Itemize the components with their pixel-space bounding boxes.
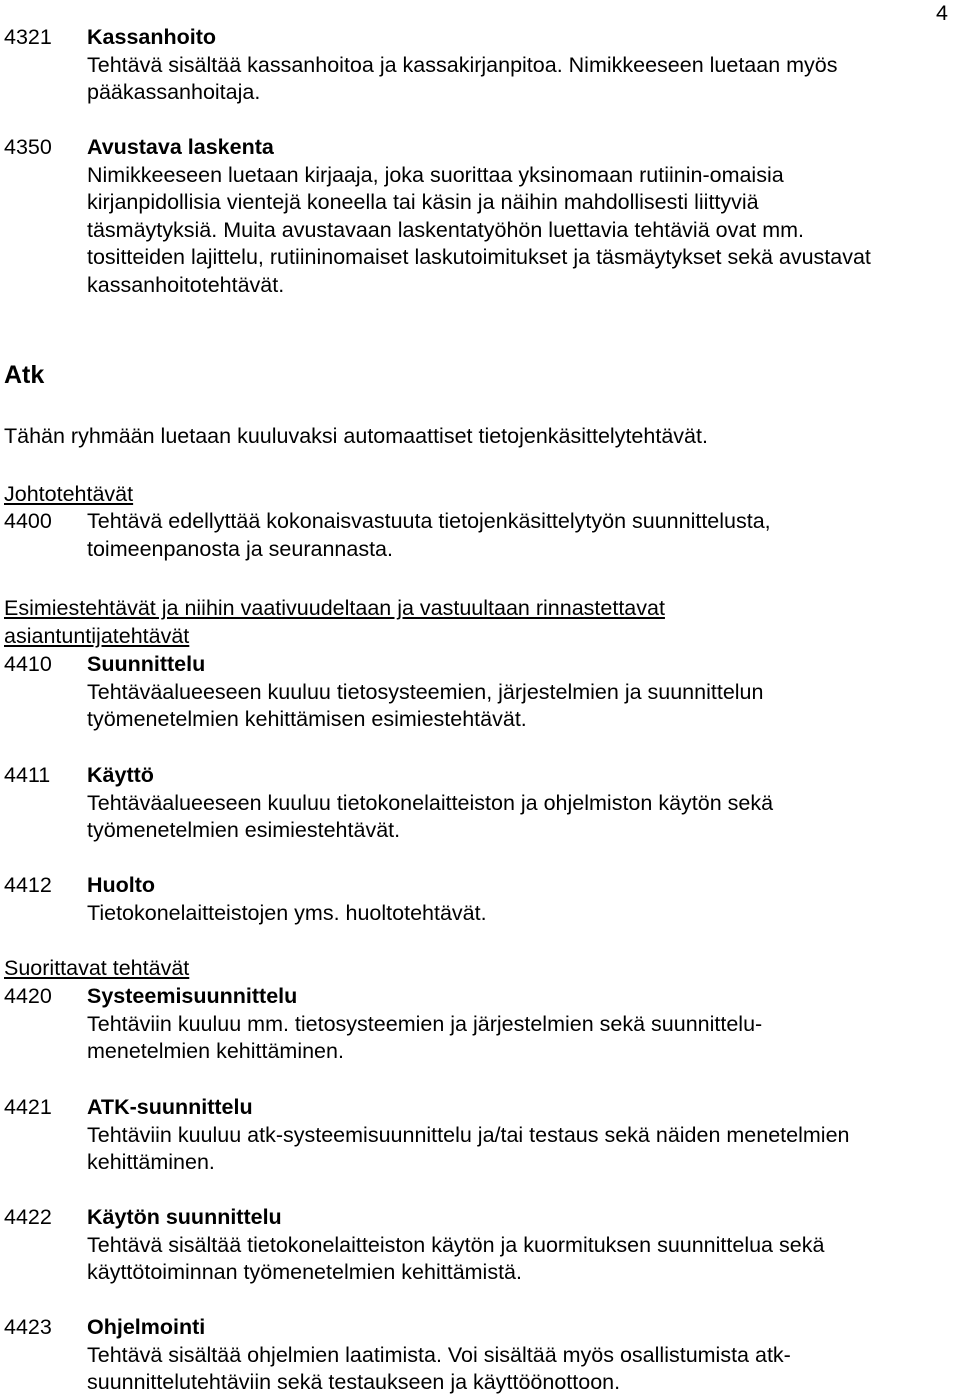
entry-line: Tietokonelaitteistojen yms. huoltotehtävät.	[87, 900, 487, 925]
entry-content	[87, 24, 956, 107]
entry-line: toimeenpanosta ja seurannasta.	[87, 536, 393, 561]
entry-code: 4423	[4, 1315, 52, 1339]
entry-4420	[4, 983, 956, 1066]
entry-4421	[4, 1094, 956, 1177]
heading-suorittavat-tehtavat: Suorittavat tehtävät	[4, 956, 190, 980]
entry-line: Tehtäviin kuuluu atk-systeemisuunnittelu ja/tai testaus sekä näiden menetelmien	[87, 1122, 850, 1147]
entry-title: ATK-suunnittelu	[87, 1095, 253, 1119]
entry-line: työmenetelmien kehittämisen esimiestehtävät.	[87, 707, 527, 732]
entry-content	[87, 872, 956, 927]
heading-line: Esimiestehtävät ja niihin vaativuudeltaan ja vastuultaan rinnastettavat	[4, 596, 665, 620]
entry-code: 4350	[4, 135, 52, 159]
page-number: 4	[936, 1, 948, 25]
entry-line: Tehtäväalueeseen kuuluu tietokonelaitteiston ja ohjelmiston käytön sekä	[87, 790, 774, 815]
entry-content	[87, 651, 956, 734]
entry-4422	[4, 1204, 956, 1287]
entry-line: Tehtäväalueeseen kuuluu tietosysteemien, järjestelmien ja suunnittelun	[87, 679, 764, 704]
atk-intro: Tähän ryhmään luetaan kuuluvaksi automaattiset tietojenkäsittelytehtävät.	[4, 424, 708, 448]
entry-content	[87, 1094, 956, 1177]
entry-title: Systeemisuunnittelu	[87, 984, 298, 1008]
entry-line: kassanhoitotehtävät.	[87, 272, 285, 297]
entry-line: kirjanpidollisia vientejä koneella tai käsin ja näihin mahdollisesti liittyviä	[87, 190, 759, 215]
entry-4410	[4, 651, 956, 734]
entry-line: pääkassanhoitaja.	[87, 80, 261, 105]
entry-4400	[4, 508, 956, 563]
entry-4321	[4, 24, 956, 107]
entry-code: 4321	[4, 25, 52, 49]
entry-line: Nimikkeeseen luetaan kirjaaja, joka suorittaa yksinomaan rutiinin-omaisia	[87, 162, 784, 187]
entry-title: Kassanhoito	[87, 25, 217, 49]
entry-4412	[4, 872, 956, 927]
entry-title: Suunnittelu	[87, 652, 206, 676]
entry-line: Tehtäviin kuuluu mm. tietosysteemien ja järjestelmien sekä suunnittelu-	[87, 1011, 763, 1036]
entry-content	[87, 762, 956, 845]
entry-content	[87, 1314, 956, 1397]
entry-line: Tehtävä sisältää ohjelmien laatimista. Voi sisältää myös osallistumista atk-	[87, 1342, 791, 1367]
entry-4350	[4, 134, 956, 300]
entry-line: käyttötoiminnan työmenetelmien kehittämistä.	[87, 1260, 522, 1285]
entry-4423	[4, 1314, 956, 1397]
entry-line: täsmäytyksiä. Muita avustavaan laskentatyöhön luettavia tehtäviä ovat mm.	[87, 217, 805, 242]
entry-code: 4400	[4, 509, 52, 533]
heading-line: asiantuntijatehtävät	[4, 623, 190, 648]
entry-content	[87, 983, 956, 1066]
entry-title: Huolto	[87, 873, 156, 897]
entry-line: kehittäminen.	[87, 1150, 215, 1175]
entry-code: 4410	[4, 652, 52, 676]
entry-content	[87, 1204, 956, 1287]
heading-esimiestehtavat	[4, 595, 956, 650]
entry-title: Ohjelmointi	[87, 1315, 206, 1339]
entry-line: Tehtävä sisältää kassanhoitoa ja kassakirjanpitoa. Nimikkeeseen luetaan myös	[87, 52, 838, 77]
entry-title: Käytön suunnittelu	[87, 1205, 282, 1229]
entry-code: 4411	[4, 763, 51, 787]
section-title-atk: Atk	[4, 361, 45, 389]
entry-line: Tehtävä sisältää tietokonelaitteiston käytön ja kuormituksen suunnittelua sekä	[87, 1232, 825, 1257]
entry-code: 4420	[4, 984, 52, 1008]
entry-content	[87, 508, 956, 563]
entry-line: suunnittelutehtäviin sekä testaukseen ja käyttöönottoon.	[87, 1370, 621, 1395]
entry-4411	[4, 762, 956, 845]
entry-line: Tehtävä edellyttää kokonaisvastuuta tietojenkäsittelytyön suunnittelusta,	[87, 509, 771, 533]
entry-content	[87, 134, 956, 300]
entry-code: 4412	[4, 873, 52, 897]
entry-line: työmenetelmien esimiestehtävät.	[87, 818, 401, 843]
entry-title: Avustava laskenta	[87, 135, 274, 159]
entry-title: Käyttö	[87, 763, 154, 787]
entry-line: tositteiden lajittelu, rutiininomaiset laskutoimitukset ja täsmäytykset sekä avustavat	[87, 245, 871, 270]
heading-johtotehtavat: Johtotehtävät	[4, 482, 134, 506]
entry-code: 4422	[4, 1205, 52, 1229]
entry-code: 4421	[4, 1095, 52, 1119]
entry-line: menetelmien kehittäminen.	[87, 1039, 344, 1064]
